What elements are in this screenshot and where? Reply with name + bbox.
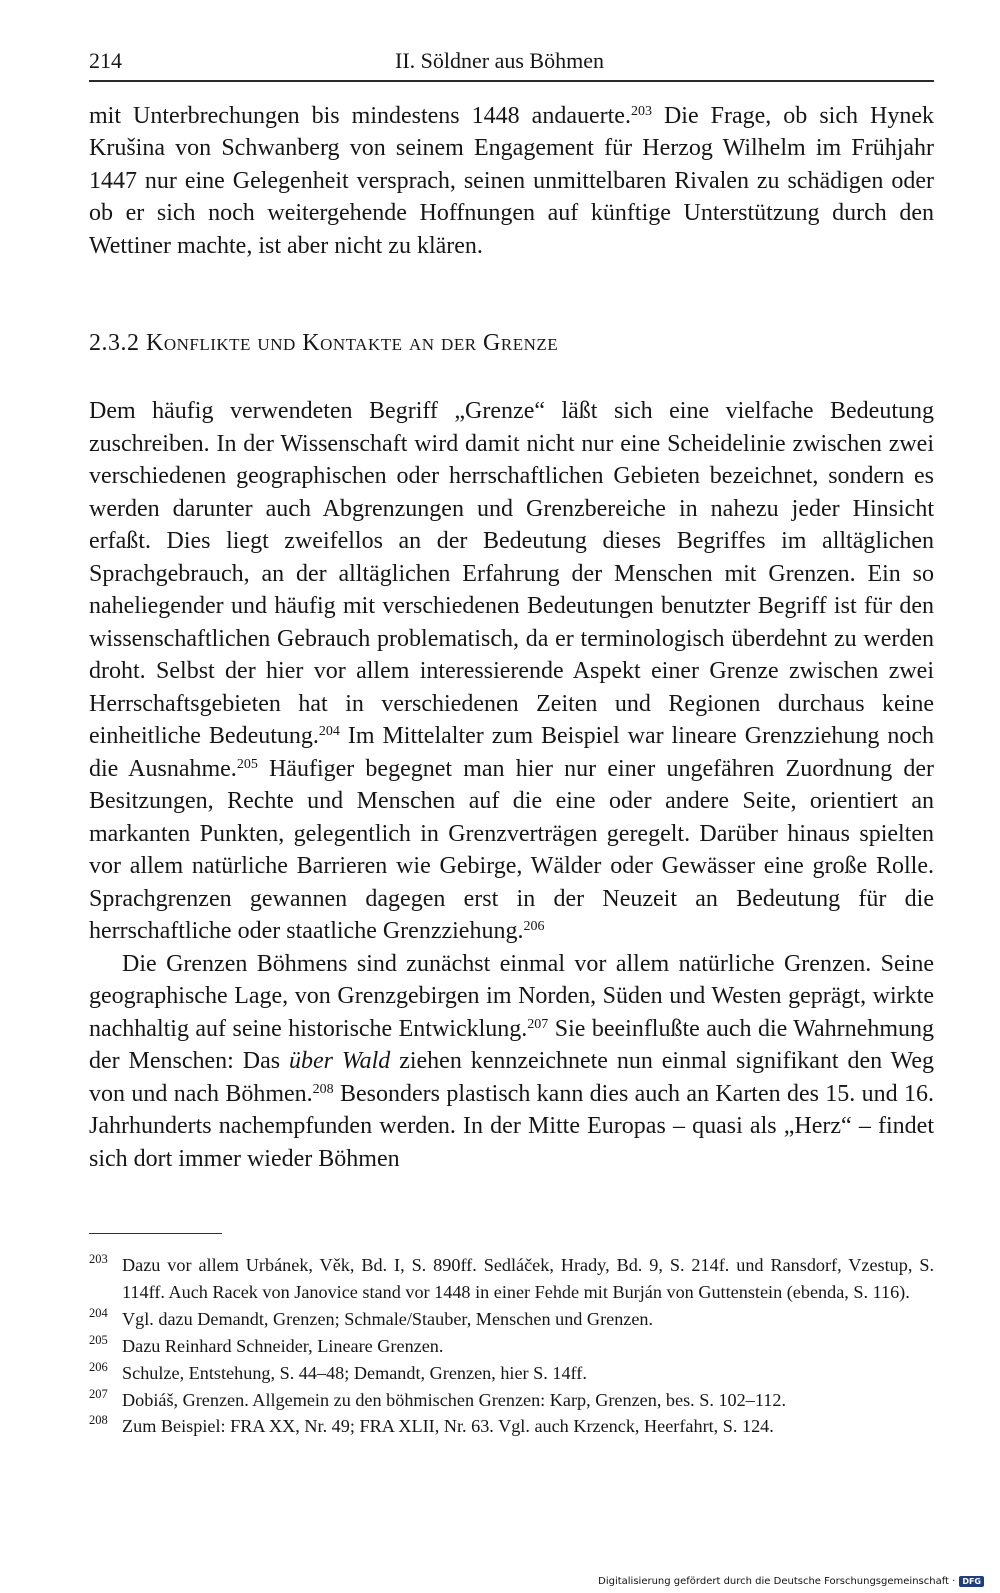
footnote xyxy=(89,1306,934,1333)
section-title: Konflikte und Kontakte an der Grenze xyxy=(146,330,559,356)
footnote xyxy=(89,1413,934,1440)
footnote-ref-205[interactable]: 205 xyxy=(236,756,258,772)
page-number: 214 xyxy=(89,48,122,73)
digitization-credit xyxy=(598,1576,984,1587)
footnote-text: Dazu Reinhard Schneider, Lineare Grenzen. xyxy=(122,1335,444,1356)
footnote-number: 205 xyxy=(89,1332,108,1347)
footnote xyxy=(89,1387,934,1414)
footnote-ref-203[interactable]: 203 xyxy=(630,104,652,119)
section-heading xyxy=(89,330,934,357)
body-text xyxy=(89,395,934,1175)
footnote-divider xyxy=(89,1233,222,1234)
page-header xyxy=(89,44,934,82)
footnote-ref-208[interactable]: 208 xyxy=(312,1081,334,1097)
footnote-ref-207[interactable]: 207 xyxy=(527,1016,549,1032)
intro-text-2: Die Frage, ob sich Hynek Krušina von Schwanberg von seinem Engagement für Herzog Wilhelm im Frühjahr 1447 nur eine Gelegenheit versprach, seinen unmittelbaren Rivalen zu schädigen oder ob er sich noch weitergehende Hoffnungen auf künftige Unterstützung durch den Wettiner machte, ist aber nicht zu klären. xyxy=(89,103,934,259)
paragraph-1-text-2: Im Mittelalter zum Beispiel war lineare Grenzziehung noch die Ausnahme. xyxy=(89,723,934,782)
footnote xyxy=(89,1333,934,1360)
credit-text: Digitalisierung gefördert durch die Deutsche Forschungsgemeinschaft · xyxy=(598,1576,956,1587)
footnote xyxy=(89,1360,934,1387)
paragraph-2-text-2: Sie beeinflußte auch die Wahrnehmung der Menschen: Das xyxy=(89,1015,934,1074)
paragraph-1-text-3: Häufiger begegnet man hier nur einer ungefähren Zuordnung der Besitzungen, Rechte und Menschen auf die eine oder andere Seite, orientiert an markanten Punkten, gelegentlich in Grenzverträgen geregelt. Darüber hinaus spielten vor allem natürliche Barrieren wie Gebirge, Wälder oder Gewässer eine große Rolle. Sprachgrenzen gewannen dagegen erst in der Neuzeit an Bedeutung für die herrschaftliche oder staatliche Grenzziehung. xyxy=(89,755,935,944)
paragraph-2-text-3: ziehen kennzeichnete nun einmal signifikant den Weg von und nach Böhmen. xyxy=(89,1048,934,1107)
intro-paragraph xyxy=(89,100,934,262)
emphasis-text: über Wald xyxy=(288,1048,391,1074)
paragraph-1-text-1: Dem häufig verwendeten Begriff „Grenze“ läßt sich eine vielfache Bedeutung zuschreiben. In der Wissenschaft wird damit nicht nur eine Scheidelinie zwischen zwei verschiedenen geographischen oder herrschaftlichen Gebieten bezeichnet, sondern es werden darunter auch Abgrenzungen und Grenzbereiche in nahezu jeder Hinsicht erfaßt. Dies liegt zweifellos an der Bedeutung dieses Begriffes im alltäglichen Sprachgebrauch, an der alltäglichen Erfahrung der Menschen mit Grenzen. Ein so naheliegender und häufig mit verschiedenen Bedeutungen benutzter Begriff ist für den wissenschaftlichen Gebrauch problematisch, da er terminologisch überdehnt zu werden droht. Selbst der hier vor allem interessierende Aspekt einer Grenze zwischen zwei Herrschaftsgebieten hat in verschiedenen Zeiten und Regionen durchaus keine einheitliche Bedeutung. xyxy=(89,398,934,749)
section-number: 2.3.2 xyxy=(89,330,140,356)
footnote-number: 203 xyxy=(89,1252,108,1266)
intro-text-1: mit Unterbrechungen bis mindestens 1448 andauerte. xyxy=(89,103,631,129)
footnote-number: 204 xyxy=(89,1305,108,1320)
paragraph-2 xyxy=(89,948,934,1176)
paragraph-2-text-4: Besonders plastisch kann dies auch an Karten des 15. und 16. Jahrhunderts nachempfunden werden. In der Mitte Europas – quasi als „Herz“ – findet sich dort immer wieder Böhmen xyxy=(89,1080,934,1172)
footnote-text: Vgl. dazu Demandt, Grenzen; Schmale/Stauber, Menschen und Grenzen. xyxy=(122,1308,654,1329)
footnote-text: Dobiáš, Grenzen. Allgemein zu den böhmischen Grenzen: Karp, Grenzen, bes. S. 102–112. xyxy=(122,1389,786,1410)
footnote-number: 207 xyxy=(89,1386,108,1401)
paragraph-2-text-1: Die Grenzen Böhmens sind zunächst einmal vor allem natürliche Grenzen. Seine geographische Lage, von Grenzgebirgen im Norden, Süden und Westen geprägt, wirkte nachhaltig auf seine historische Entwicklung. xyxy=(89,950,934,1042)
footnote-number: 206 xyxy=(89,1359,108,1374)
footnote-ref-204[interactable]: 204 xyxy=(318,724,340,739)
footnote-ref-206[interactable]: 206 xyxy=(523,919,545,934)
footnote-text: Dazu vor allem Urbánek, Věk, Bd. I, S. 890ff. Sedláček, Hrady, Bd. 9, S. 214f. und Ransdorf, Vzestup, S. 114ff. Auch Racek von Janovice stand vor 1448 in einer Fehde mit Burján von Guttenstein (ebenda, S. 116). xyxy=(122,1255,934,1302)
footnote-text: Schulze, Entstehung, S. 44–48; Demandt, Grenzen, hier S. 14ff. xyxy=(122,1362,587,1383)
footnote-number: 208 xyxy=(89,1413,108,1428)
running-head: II. Söldner aus Böhmen xyxy=(395,48,604,73)
footnotes xyxy=(89,1252,934,1440)
paragraph-1 xyxy=(89,395,934,948)
dfg-logo-icon: DFG xyxy=(959,1576,984,1587)
footnote xyxy=(89,1252,934,1306)
footnote-text: Zum Beispiel: FRA XX, Nr. 49; FRA XLII, Nr. 63. Vgl. auch Krzenck, Heerfahrt, S. 124. xyxy=(122,1416,774,1437)
